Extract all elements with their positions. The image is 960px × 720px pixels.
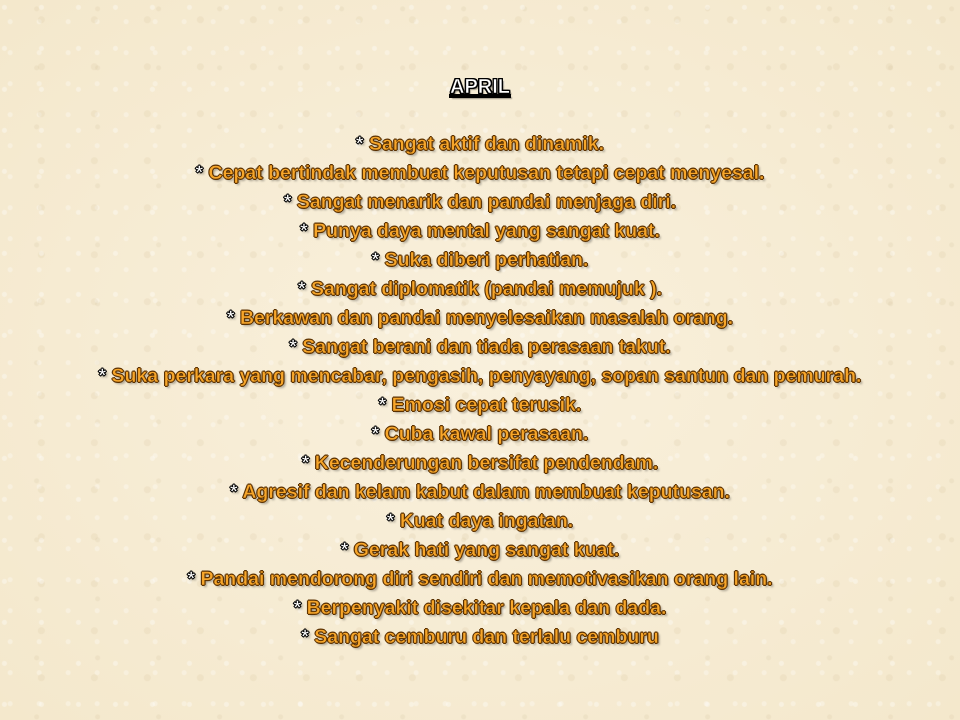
bullet-star: * xyxy=(378,394,387,416)
list-item xyxy=(0,536,960,565)
list-item-text: Agresif dan kelam kabut dalam membuat keputusan. xyxy=(242,481,730,503)
list-item-text: Berpenyakit disekitar kepala dan dada. xyxy=(306,597,667,619)
bullet-star: * xyxy=(371,423,380,445)
list-item-text: Suka perkara yang mencabar, pengasih, penyayang, sopan santun dan pemurah. xyxy=(111,365,862,387)
list-item xyxy=(0,565,960,594)
trait-list xyxy=(0,130,960,652)
list-item xyxy=(0,478,960,507)
list-item-text: Sangat berani dan tiada perasaan takut. xyxy=(302,336,671,358)
list-item-text: Sangat menarik dan pandai menjaga diri. xyxy=(296,191,677,213)
list-item-text: Emosi cepat terusik. xyxy=(391,394,582,416)
bullet-star: * xyxy=(195,162,204,184)
list-item-text: Suka diberi perhatian. xyxy=(384,249,589,271)
list-item-text: Sangat diplomatik (pandai memujuk ). xyxy=(310,278,663,300)
list-item xyxy=(0,304,960,333)
bullet-star: * xyxy=(340,539,349,561)
list-item-text: Cepat bertindak membuat keputusan tetapi cepat menyesal. xyxy=(208,162,765,184)
list-item xyxy=(0,275,960,304)
bullet-star: * xyxy=(300,220,308,242)
list-item xyxy=(0,420,960,449)
list-item xyxy=(0,449,960,478)
list-item-text: Sangat cemburu dan terlalu cemburu xyxy=(314,626,659,648)
bullet-star: * xyxy=(98,365,107,387)
bullet-star: * xyxy=(371,249,380,271)
bullet-star: * xyxy=(283,191,292,213)
list-item-text: Cuba kawal perasaan. xyxy=(384,423,589,445)
list-item-text: Gerak hati yang sangat kuat. xyxy=(353,539,620,561)
list-item xyxy=(0,217,960,246)
list-item-text: Kuat daya ingatan. xyxy=(399,510,574,532)
list-item-text: Punya daya mental yang sangat kuat. xyxy=(313,220,660,242)
list-item xyxy=(0,507,960,536)
list-item xyxy=(0,130,960,159)
list-item xyxy=(0,623,960,652)
bullet-star: * xyxy=(226,307,235,329)
bullet-star: * xyxy=(293,597,302,619)
list-item xyxy=(0,333,960,362)
list-item-text: Pandai mendorong diri sendiri dan memotivasikan orang lain. xyxy=(200,568,773,590)
list-item-text: Sangat aktif dan dinamik. xyxy=(368,133,605,155)
list-item xyxy=(0,246,960,275)
bullet-star: * xyxy=(301,626,309,648)
list-item xyxy=(0,594,960,623)
bullet-star: * xyxy=(230,481,238,503)
list-item xyxy=(0,362,960,391)
bullet-star: * xyxy=(386,510,395,532)
list-item-text: Kecenderungan bersifat pendendam. xyxy=(314,452,659,474)
bullet-star: * xyxy=(187,568,196,590)
list-item xyxy=(0,159,960,188)
list-item xyxy=(0,188,960,217)
page-title: APRIL xyxy=(450,76,510,98)
bullet-star: * xyxy=(297,278,306,300)
list-item-text: Berkawan dan pandai menyelesaikan masalah orang. xyxy=(239,307,734,329)
list-item xyxy=(0,391,960,420)
bullet-star: * xyxy=(301,452,310,474)
bullet-star: * xyxy=(355,133,364,155)
bullet-star: * xyxy=(289,336,297,358)
